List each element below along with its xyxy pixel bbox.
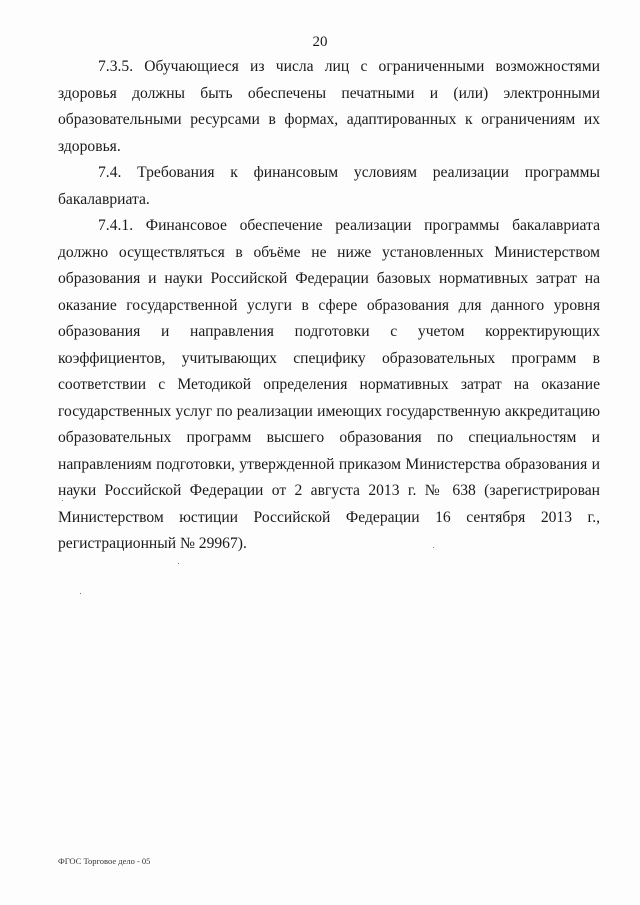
- scan-speck: [62, 500, 63, 501]
- scan-speck: [178, 563, 179, 564]
- document-footer: ФГОС Торговое дело - 05: [58, 856, 151, 866]
- paragraph-7-3-5: 7.3.5. Обучающиеся из числа лиц с ограниченными возможностями здоровья должны быть обеспечены печатными и (или) электронными образовательными ресурсами в формах, адаптированных к ограничениям их здоровья.: [58, 58, 600, 155]
- page-number: 20: [312, 34, 328, 50]
- paragraph-7-4-1: 7.4.1. Финансовое обеспечение реализации программы бакалавриата должно осуществляться в объёме не ниже установленных Министерством образования и науки Российской Федерации базовых нормативных затрат на оказание государственной услуги в сфере образования для данного уровня образования и направления подготовки с учетом корректирующих коэффициентов, учитывающих специфику образовательных программ в соответствии с Методикой определения нормативных затрат на оказание государственных услуг по реализации имеющих государственную аккредитацию образовательных программ высшего образования по специальностям и направлениям подготовки, утвержденной приказом Министерства образования и науки Российской Федерации от 2 августа 2013 г. № 638 (зарегистрирован Министерством юстиции Российской Федерации 16 сентября 2013 г., регистрационный № 29967).: [58, 217, 600, 552]
- paragraph-7-4: 7.4. Требования к финансовым условиям реализации программы бакалавриата.: [58, 164, 600, 208]
- scan-speck: [80, 593, 81, 594]
- scan-speck: [433, 547, 434, 548]
- document-body: [58, 54, 600, 558]
